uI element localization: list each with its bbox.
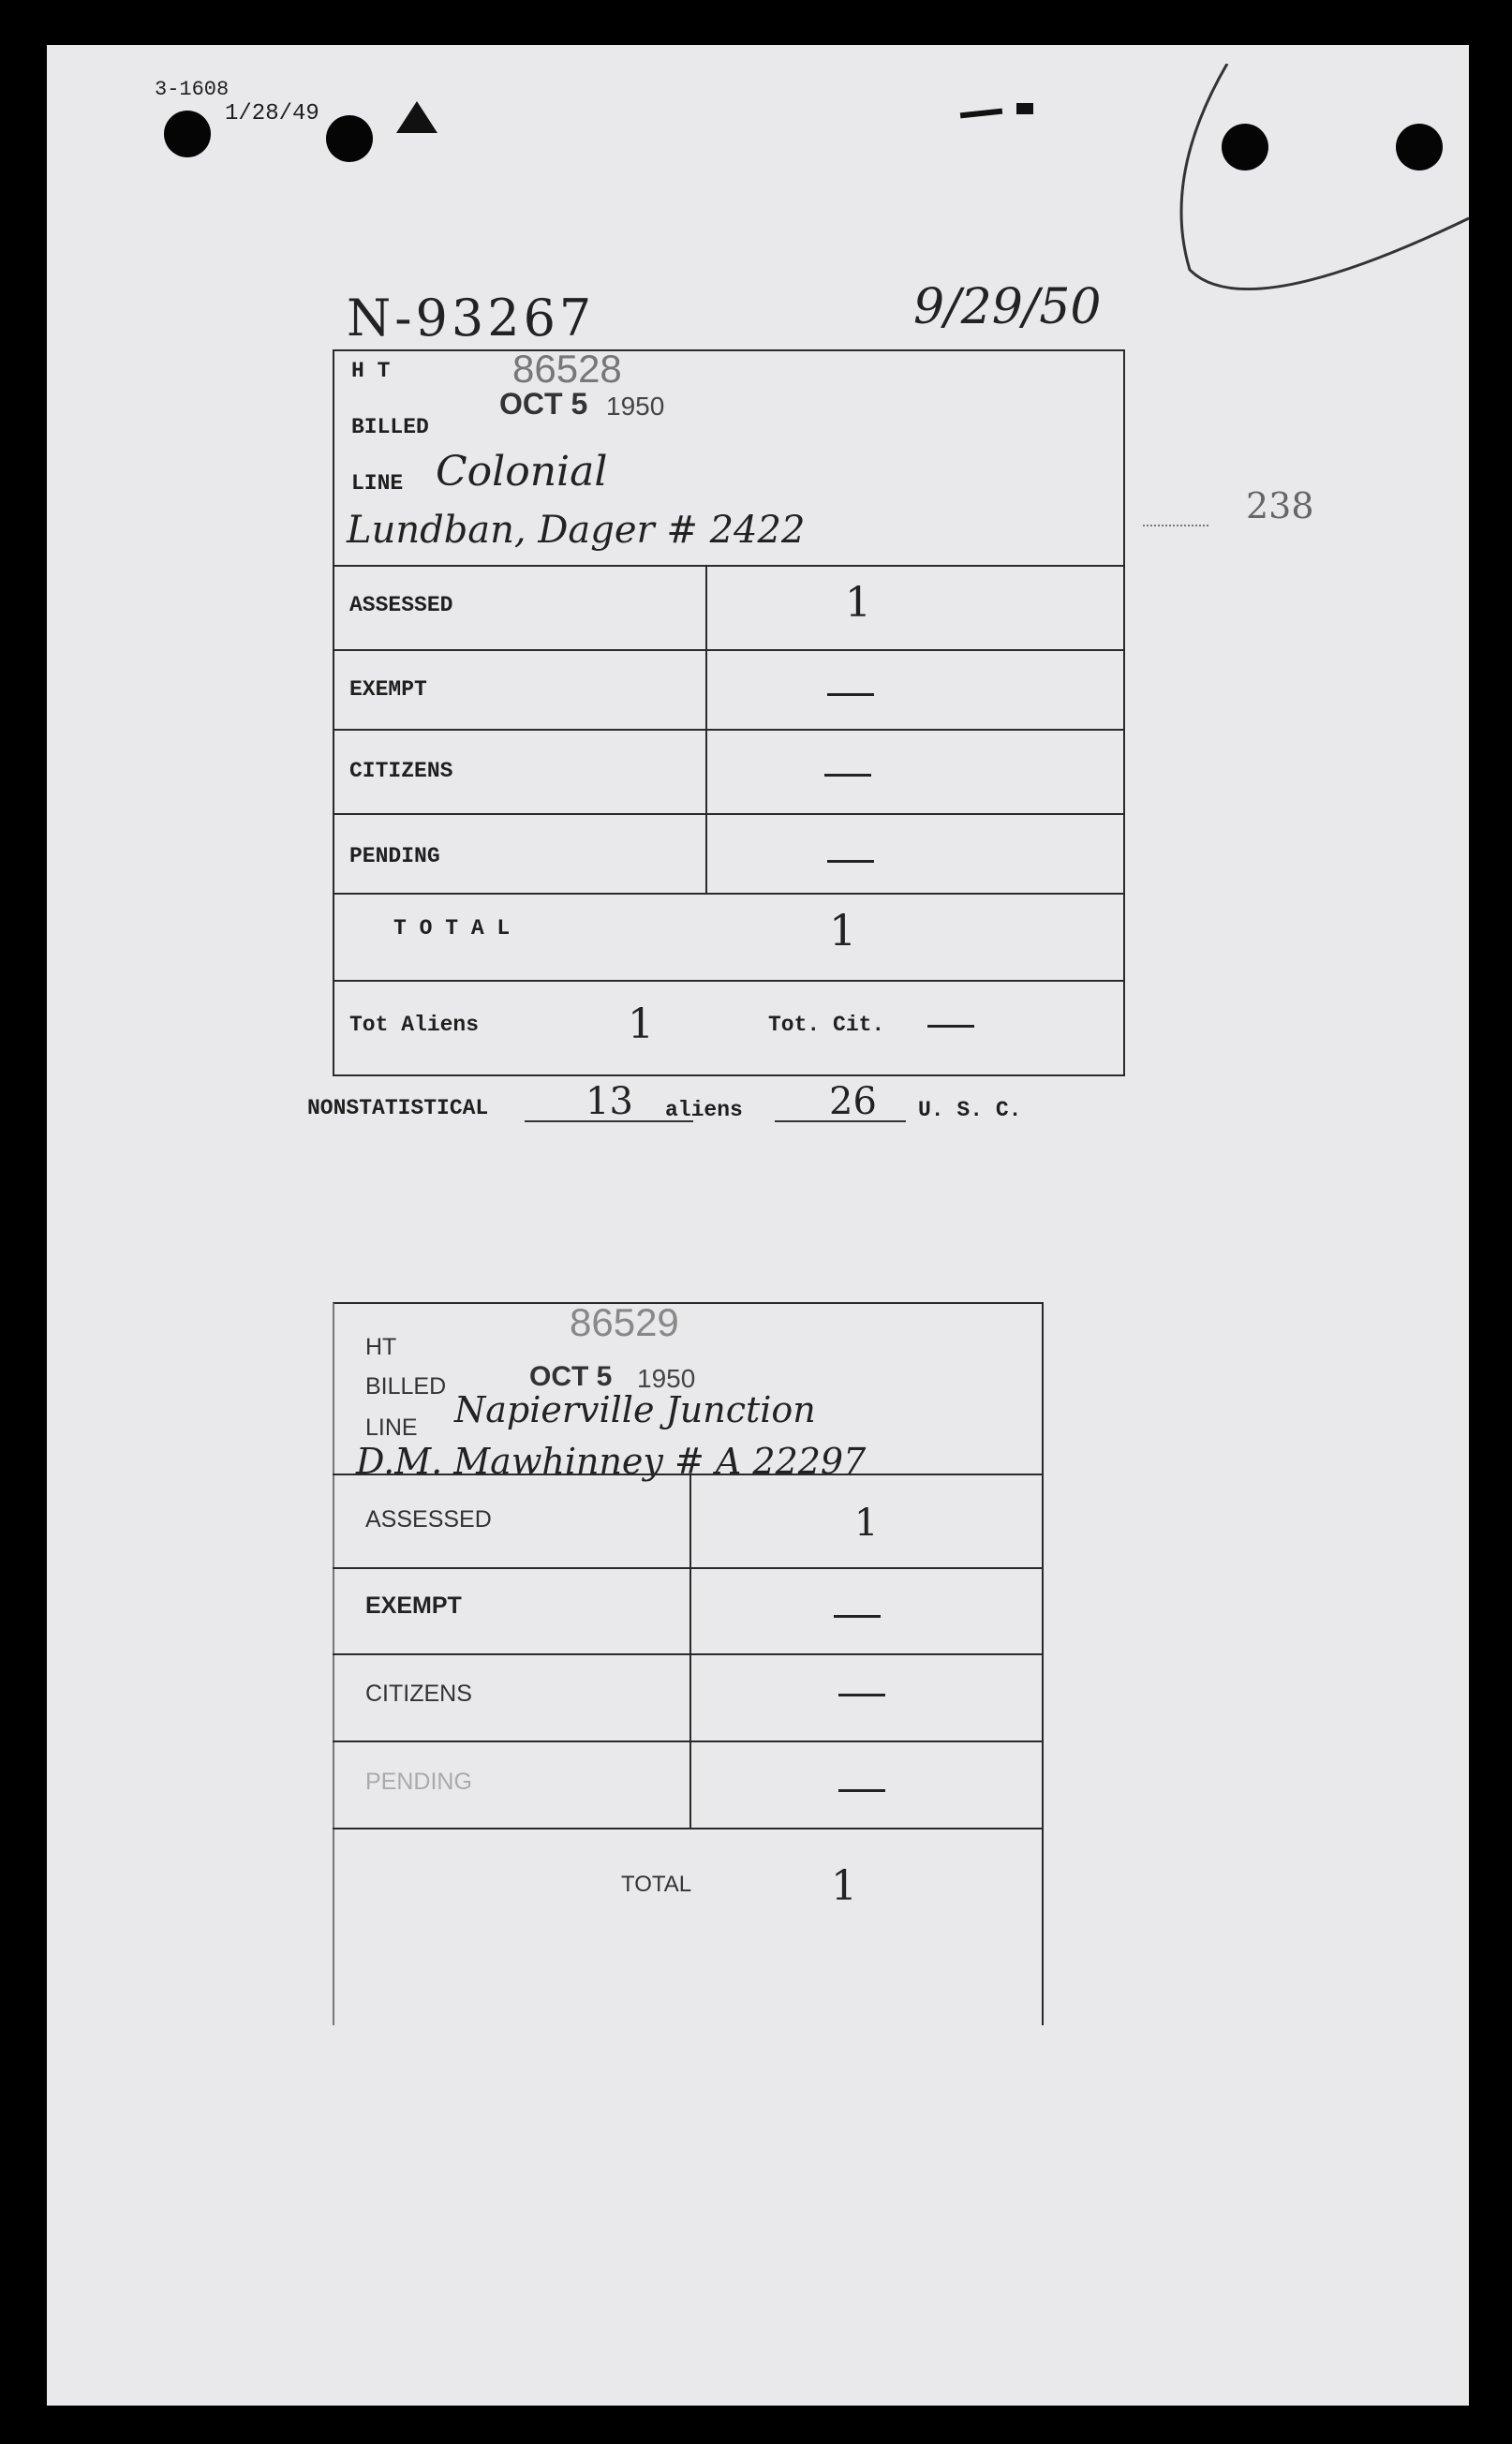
card1-exempt-value <box>827 693 874 696</box>
document-page <box>47 45 1469 2406</box>
card1-tot-cit-value <box>927 1025 974 1028</box>
card2-total-label: TOTAL <box>621 1872 692 1897</box>
card1-total-label: T O T A L <box>393 916 511 941</box>
card2-assessed-value: 1 <box>854 1502 879 1545</box>
card1-billed-year: 1950 <box>606 392 665 421</box>
ink-mark <box>396 101 437 133</box>
card1-divider <box>333 893 1123 895</box>
card2-line-label: LINE <box>365 1415 418 1441</box>
card2-divider <box>333 1740 1042 1742</box>
card2-divider <box>333 1474 1042 1475</box>
card2-billed-label: BILLED <box>365 1373 447 1400</box>
card1-vessel-note: Lundban, Dager # 2422 <box>347 509 806 552</box>
card2-citizens-value <box>838 1694 885 1696</box>
card2-billed-date: OCT 5 <box>529 1361 613 1392</box>
card2-billed-year: 1950 <box>637 1364 696 1393</box>
card1-tot-cit-label: Tot. Cit. <box>768 1013 885 1037</box>
side-number: 238 <box>1246 485 1314 526</box>
file-number: N-93267 <box>347 289 596 348</box>
card1-citizens-value <box>824 774 871 777</box>
nonstat-label: NONSTATISTICAL <box>307 1096 489 1120</box>
card1-assessed-label: ASSESSED <box>349 593 453 617</box>
nonstat-aliens-value: 13 <box>586 1080 633 1123</box>
card2-assessed-label: ASSESSED <box>365 1506 492 1533</box>
card1-billed-date: OCT 5 <box>499 387 588 421</box>
card1-tot-aliens-value: 1 <box>628 1000 654 1048</box>
card1-exempt-label: EXEMPT <box>349 677 427 702</box>
card2-vessel-note: D.M. Mawhinney # A 22297 <box>356 1441 867 1482</box>
header-date: 9/29/50 <box>913 279 1102 335</box>
ink-mark <box>1016 103 1033 114</box>
form-code: 3-1608 <box>155 78 230 101</box>
card2-line-value: Napierville Junction <box>454 1389 816 1430</box>
punch-hole <box>164 111 211 157</box>
card1-pending-value <box>827 860 874 863</box>
punch-hole <box>326 115 373 162</box>
side-dash <box>1143 525 1208 526</box>
card2-pending-label: PENDING <box>365 1769 472 1795</box>
card2-divider <box>333 1567 1042 1569</box>
card2-exempt-value <box>834 1615 881 1618</box>
card1-pending-label: PENDING <box>349 844 440 868</box>
form-date: 1/28/49 <box>225 101 319 126</box>
card1-billed-label: BILLED <box>351 415 429 439</box>
card1-tot-aliens-label: Tot Aliens <box>349 1013 480 1037</box>
card1-divider <box>333 813 1123 815</box>
card2-column-divider <box>689 1474 691 1828</box>
card2-divider <box>333 1653 1042 1655</box>
card1-assessed-value: 1 <box>845 579 871 627</box>
card2-divider <box>333 1828 1042 1829</box>
corner-curve <box>1134 64 1471 345</box>
card1-ht-number: 86528 <box>512 347 622 391</box>
nonstat-aliens-label: aliens <box>665 1098 743 1122</box>
card1-column-divider <box>705 565 707 893</box>
card1-line-value: Colonial <box>436 448 608 496</box>
card2-exempt-label: EXEMPT <box>365 1592 462 1619</box>
card1-divider <box>333 729 1123 731</box>
card1-divider <box>333 649 1123 651</box>
card1-total-value: 1 <box>829 905 857 955</box>
card2-ht-number: 86529 <box>570 1300 679 1344</box>
nonstat-usc-label: U. S. C. <box>918 1098 1022 1122</box>
card2-total-value: 1 <box>831 1862 857 1910</box>
nonstat-usc-value: 26 <box>829 1080 877 1123</box>
ink-mark <box>960 109 1002 119</box>
card1-ht-label: H T <box>351 359 391 383</box>
card2-citizens-label: CITIZENS <box>365 1681 472 1707</box>
card1-line-label: LINE <box>351 471 404 496</box>
card1-divider <box>333 565 1123 567</box>
card2-pending-value <box>838 1789 885 1792</box>
card1-divider <box>333 980 1123 982</box>
card2-ht-label: HT <box>365 1334 397 1360</box>
card1-citizens-label: CITIZENS <box>349 759 453 783</box>
